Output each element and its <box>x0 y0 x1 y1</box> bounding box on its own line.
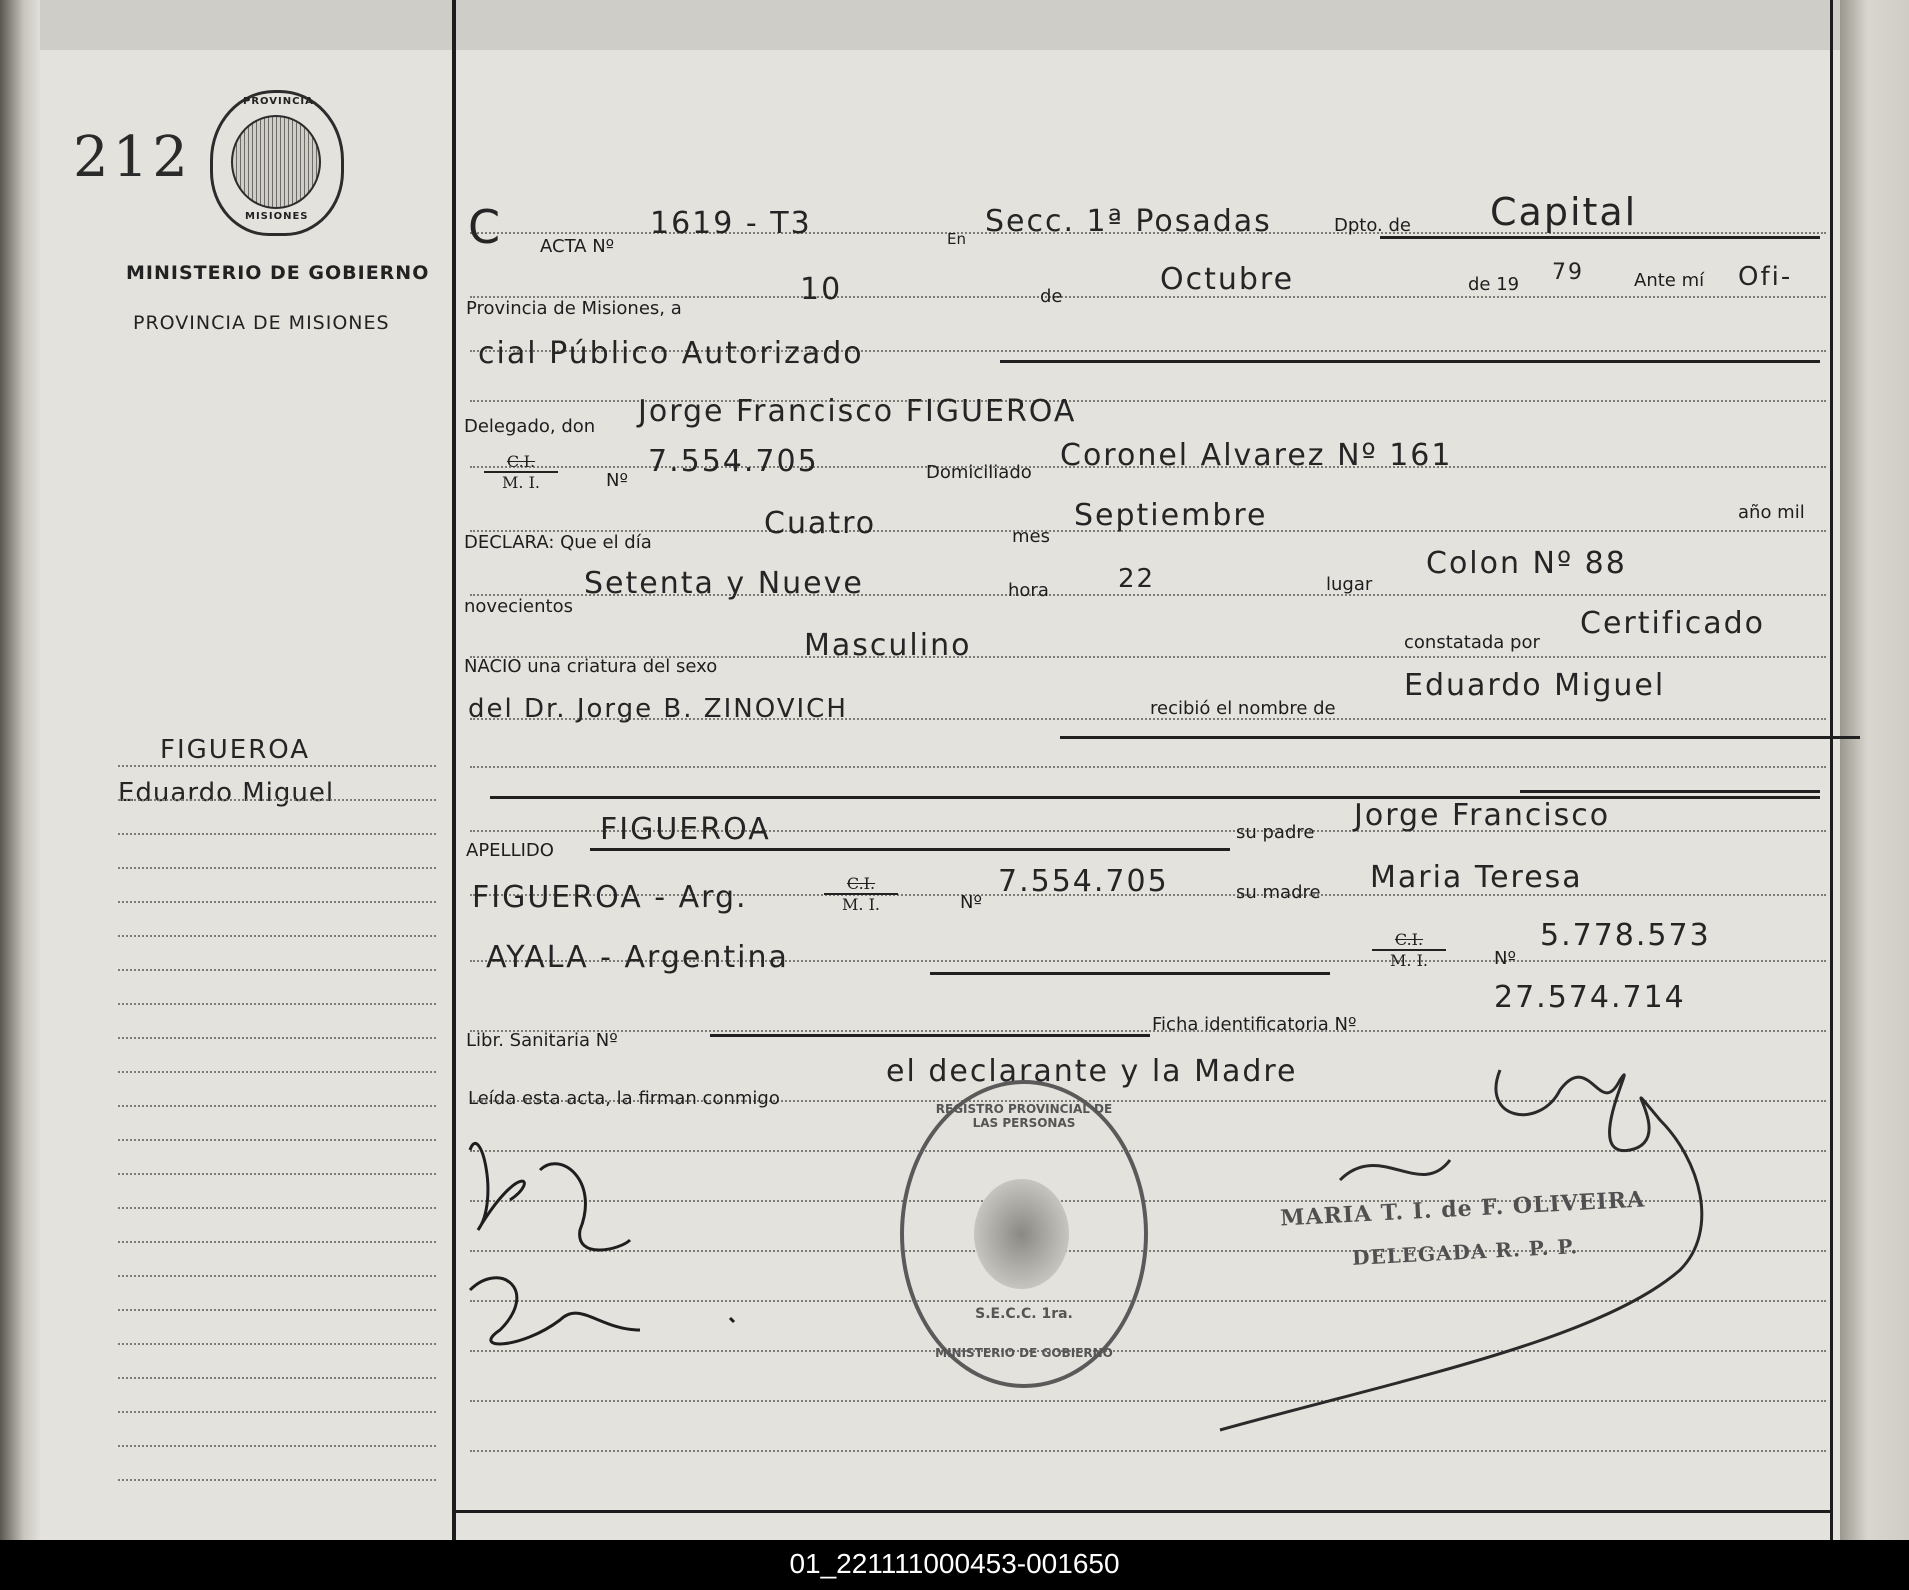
day-words: Cuatro <box>764 506 877 541</box>
stamp-center-text: S.E.C.C. 1ra. <box>975 1306 1073 1322</box>
libreta-label: Libr. Sanitaria Nº <box>466 1030 618 1051</box>
delegado-value: Jorge Francisco FIGUEROA <box>638 394 1077 429</box>
de-label: de <box>1040 286 1063 307</box>
madre-label: su madre <box>1236 882 1321 903</box>
image-caption <box>0 1540 1909 1590</box>
ante-label: Ante mí <box>1634 270 1705 291</box>
officer-title: DELEGADA R. P. P. <box>1351 1234 1579 1270</box>
hour-value: 22 <box>1118 564 1156 594</box>
caption-text: 01_221111000453-001650 <box>789 1548 1120 1579</box>
cert-value: Certificado <box>1580 606 1766 641</box>
padre-label: su padre <box>1236 822 1315 843</box>
mother-doc: 5.778.573 <box>1540 918 1711 953</box>
child-name: Eduardo Miguel <box>1404 668 1666 703</box>
day-value: 10 <box>800 272 843 307</box>
dpto-label: Dpto. de <box>1334 215 1411 236</box>
doctor-value: del Dr. Jorge B. ZINOVICH <box>468 694 848 724</box>
mother-value: Maria Teresa <box>1370 860 1583 895</box>
domicilio-label: Domiciliado <box>926 462 1032 483</box>
page-number: 212 <box>73 125 192 190</box>
ci-mi-box-1: C.I. M. I. <box>484 452 558 492</box>
delegado-doc: 7.554.705 <box>648 444 819 479</box>
de19-label: de 19 <box>1468 274 1520 295</box>
father-doc: 7.554.705 <box>998 864 1169 899</box>
margin-given-names: Eduardo Miguel <box>118 778 335 808</box>
year-value: 79 <box>1552 260 1584 285</box>
mother-signature <box>470 1278 734 1344</box>
ficha-label: Ficha identificatoria Nº <box>1152 1014 1357 1035</box>
ministry-heading: MINISTERIO DE GOBIERNO <box>126 262 430 284</box>
address-value: Coronel Alvarez Nº 161 <box>1060 438 1453 473</box>
acta-number: 1619 - T3 <box>650 206 812 241</box>
constatada-label: constatada por <box>1404 632 1540 653</box>
no-label-2: Nº <box>960 892 982 913</box>
place-value: Colon Nº 88 <box>1426 546 1627 581</box>
acta-mark: C <box>468 200 503 254</box>
provincia-label: Provincia de Misiones, a <box>466 298 682 319</box>
lugar-label: lugar <box>1326 574 1373 595</box>
seal-text-top: PROVINCIA <box>243 96 314 107</box>
en-label: En <box>947 230 966 248</box>
recibio-label: recibió el nombre de <box>1150 698 1336 719</box>
no-label-3: Nº <box>1494 948 1516 969</box>
mes-label: mes <box>1012 526 1050 547</box>
official-value: cial Público Autorizado <box>478 336 864 371</box>
seal-text-bottom: MISIONES <box>245 211 309 222</box>
officer-name: MARIA T. I. de F. OLIVEIRA <box>1279 1186 1646 1232</box>
anio-label: año mil <box>1738 502 1805 523</box>
acta-label: ACTA Nº <box>540 236 615 257</box>
surname-value: FIGUEROA <box>600 812 771 847</box>
declarant-signature <box>470 1143 630 1250</box>
declara-label: DECLARA: Que el día <box>464 532 652 553</box>
sex-value: Masculino <box>804 628 972 663</box>
hora-label: hora <box>1008 580 1049 601</box>
year-words: Setenta y Nueve <box>584 566 864 601</box>
delegado-label: Delegado, don <box>464 416 596 437</box>
firman-value: el declarante y la Madre <box>886 1054 1298 1089</box>
ficha-value: 27.574.714 <box>1494 980 1686 1015</box>
ci-mi-box-2: C.I. M. I. <box>824 874 898 914</box>
novecientos-label: novecientos <box>464 596 573 617</box>
stamp-ring-text: REGISTRO PROVINCIAL DE LAS PERSONAS <box>935 1102 1113 1130</box>
mother-cont: AYALA - Argentina <box>486 940 789 975</box>
seccion-value: Secc. 1ª Posadas <box>985 204 1272 239</box>
month-words: Septiembre <box>1074 498 1268 533</box>
province-heading: PROVINCIA DE MISIONES <box>133 312 390 334</box>
father-cont: FIGUEROA - Arg. <box>472 880 748 915</box>
ante-value: Ofi- <box>1738 262 1793 292</box>
no-label-1: Nº <box>606 470 628 491</box>
leida-label: Leída esta acta, la firman conmigo <box>468 1088 780 1109</box>
officer-signature <box>1220 1070 1702 1430</box>
month-value: Octubre <box>1160 262 1295 297</box>
margin-surname: FIGUEROA <box>160 735 311 765</box>
ci-mi-box-3: C.I. M. I. <box>1372 930 1446 970</box>
stamp-bottom-text: MINISTERIO DE GOBIERNO <box>935 1346 1113 1360</box>
nacio-label: NACIO una criatura del sexo <box>464 656 718 677</box>
apellido-label: APELLIDO <box>466 840 554 861</box>
father-value: Jorge Francisco <box>1354 798 1611 833</box>
dpto-value: Capital <box>1490 190 1638 234</box>
